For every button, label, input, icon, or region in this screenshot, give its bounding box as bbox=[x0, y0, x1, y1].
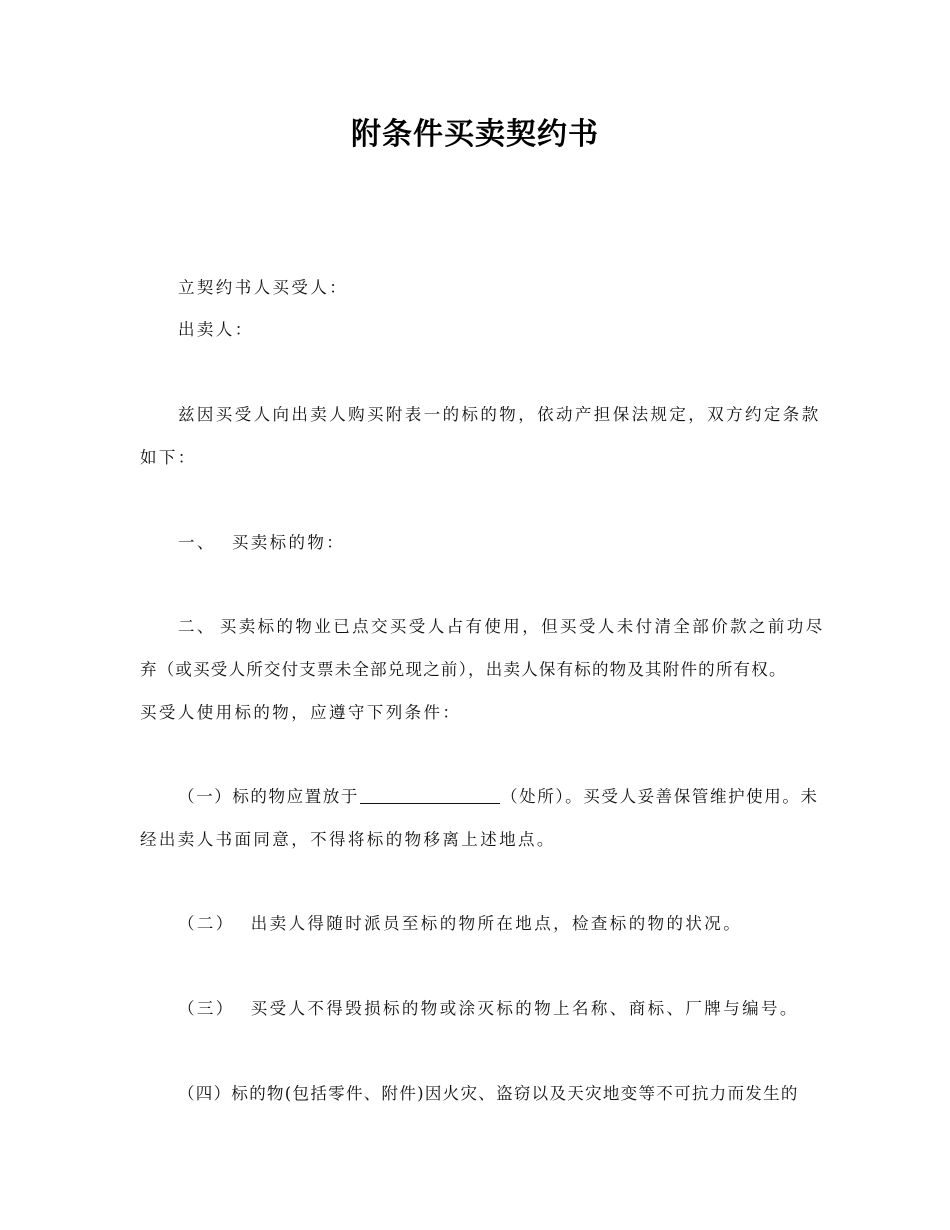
buyer-label: 立契约书人买受人： bbox=[178, 278, 349, 297]
sub-clause-2-text: 出卖人得随时派员至标的物所在地点，检查标的物的状况。 bbox=[250, 914, 743, 933]
sub-clause-1-line-1 bbox=[178, 785, 850, 809]
sub-clause-3 bbox=[178, 997, 850, 1021]
preamble-line-2: 如下： bbox=[140, 448, 197, 467]
clause-one bbox=[178, 531, 850, 555]
sub-clause-4 bbox=[178, 1082, 850, 1106]
clause-two-line-1 bbox=[178, 615, 850, 639]
sub-clause-4-number: （四） bbox=[178, 1084, 232, 1103]
clause-two-line-2: 弃（或买受人所交付支票未全部兑现之前），出卖人保有标的物及其附件的所有权。 bbox=[140, 660, 787, 679]
sub-clause-1-text-before: 标的物应置放于 bbox=[232, 787, 360, 806]
seller-label: 出卖人： bbox=[178, 320, 254, 339]
sub-clause-2 bbox=[178, 912, 850, 936]
clause-one-number: 一、 bbox=[178, 533, 216, 552]
sub-clause-1-text-after: （处所）。买受人妥善保管维护使用。未 bbox=[501, 787, 819, 806]
preamble-line-1: 兹因买受人向出卖人购买附表一的标的物，依动产担保法规定，双方约定条款 bbox=[178, 405, 821, 424]
clause-two-line-3: 买受人使用标的物，应遵守下列条件： bbox=[140, 703, 462, 722]
document-title: 附条件买卖契约书 bbox=[351, 117, 599, 152]
clause-one-text: 买卖标的物： bbox=[231, 533, 346, 552]
location-blank-field[interactable] bbox=[360, 785, 500, 804]
clause-two-number: 二、 bbox=[178, 617, 216, 636]
clause-two-text: 买卖标的物业已点交买受人占有使用，但买受人未付清全部价款之前功尽 bbox=[219, 617, 825, 636]
sub-clause-3-text: 买受人不得毁损标的物或涂灭标的物上名称、商标、厂牌与编号。 bbox=[250, 999, 799, 1018]
sub-clause-2-number: （二） bbox=[178, 914, 235, 933]
sub-clause-1-number: （一） bbox=[178, 787, 233, 806]
sub-clause-1-line-2: 经出卖人书面同意，不得将标的物移离上述地点。 bbox=[140, 830, 556, 849]
sub-clause-3-number: （三） bbox=[178, 999, 235, 1018]
sub-clause-4-text: 标的物(包括零件、附件)因火灾、盗窃以及天灾地变等不可抗力而发生的 bbox=[231, 1084, 799, 1103]
